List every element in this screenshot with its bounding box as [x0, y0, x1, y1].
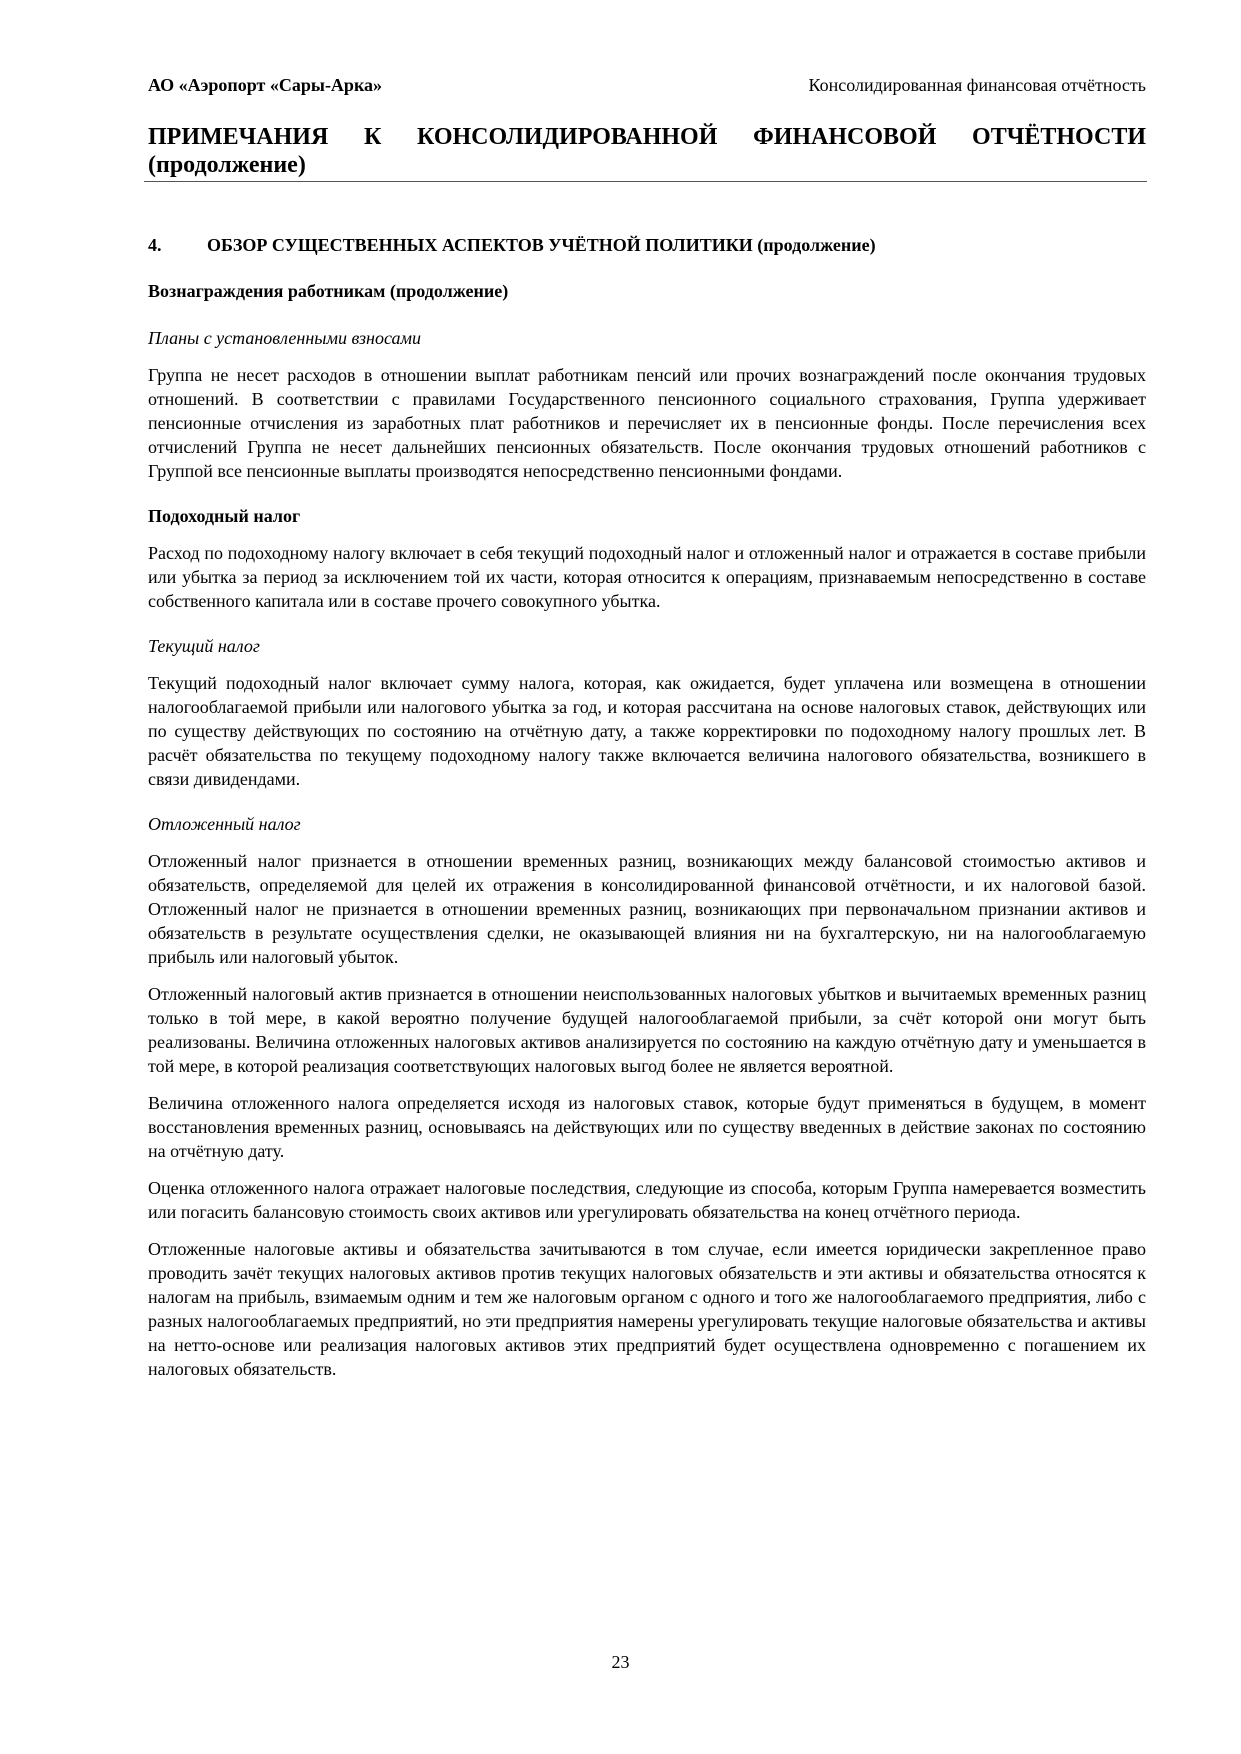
- deferred-tax-paragraph: Отложенные налоговые активы и обязательства зачитываются в том случае, если имеется юридически закрепленное право проводить зачёт текущих налоговых активов против текущих налоговых обязательств и эти активы и обязательства относятся к налогам на прибыль, взимаемым одним и тем же налоговым органом с одного и того же налогооблагаемого предприятия, либо с разных налогооблагаемых предприятий, но эти предприятия намерены урегулировать текущие налоговые обязательства и активы на нетто-основе или реализация налоговых активов этих предприятий будет осуществлена одновременно с погашением их налоговых обязательств.: [148, 1239, 1146, 1379]
- defined-contribution-paragraph: Группа не несет расходов в отношении выплат работникам пенсий или прочих вознаграждений после окончания трудовых отношений. В соответствии с правилами Государственного пенсионного социального страхования, Группа удерживает пенсионные отчисления из заработных плат работников и перечисляет их в пенсионные фонды. После перечисления всех отчислений Группа не несет дальнейших пенсионных обязательств. После окончания трудовых отношений работников с Группой все пенсионные выплаты производятся непосредственно пенсионными фондами.: [148, 365, 1146, 481]
- page-title-line-2: (продолжение): [148, 152, 306, 178]
- income-tax-heading: Подоходный налог: [148, 506, 301, 526]
- income-tax-paragraph: Расход по подоходному налогу включает в себя текущий подоходный налог и отложенный налог и отражается в составе прибыли или убытка за период за исключением той их части, которая относится к операциям, признаваемым непосредственно в составе собственного капитала или в составе прочего совокупного убытка.: [148, 543, 1146, 611]
- page-title-line-1: ПРИМЕЧАНИЯ К КОНСОЛИДИРОВАННОЙ ФИНАНСОВОЙ ОТЧЁТНОСТИ: [148, 124, 1146, 150]
- document-body: [148, 233, 1146, 1394]
- page-number: 23: [611, 1652, 630, 1672]
- defined-contribution-subheading: Планы с установленными взносами: [148, 328, 421, 348]
- header-company-name: АО «Аэропорт «Сары-Арка»: [148, 75, 383, 95]
- page-title: [148, 123, 1146, 179]
- deferred-tax-paragraph: Величина отложенного налога определяется исходя из налоговых ставок, которые будут применяться в будущем, в момент восстановления временных разниц, основываясь на действующих или по существу введенных в действие законах по состоянию на отчётную дату.: [148, 1093, 1146, 1161]
- deferred-tax-paragraph: Отложенный налоговый актив признается в отношении неиспользованных налоговых убытков и вычитаемых временных разниц только в той мере, в какой вероятно получение будущей налогооблагаемой прибыли, за счёт которой они могут быть реализованы. Величина отложенных налоговых активов анализируется по состоянию на каждую отчётную дату и уменьшается в той мере, в которой реализация соответствующих налоговых выгод более не является вероятной.: [148, 984, 1146, 1076]
- deferred-tax-paragraph: Отложенный налог признается в отношении временных разниц, возникающих между балансовой стоимостью активов и обязательств, определяемой для целей их отражения в консолидированной финансовой отчётности, и их налоговой базой. Отложенный налог не признается в отношении временных разниц, возникающих при первоначальном признании активов и обязательств в результате осуществления сделки, не оказывающей влияния ни на бухгалтерскую, ни на налогооблагаемую прибыль или налоговый убыток.: [148, 851, 1146, 967]
- current-tax-subheading: Текущий налог: [148, 636, 260, 656]
- title-divider: [144, 181, 1147, 182]
- deferred-tax-paragraph: Оценка отложенного налога отражает налоговые последствия, следующие из способа, которым Группа намеревается возместить или погасить балансовую стоимость своих активов или урегулировать обязательства на конец отчётного периода.: [148, 1178, 1146, 1222]
- section-title: ОБЗОР СУЩЕСТВЕННЫХ АСПЕКТОВ УЧЁТНОЙ ПОЛИТИКИ (продолжение): [207, 235, 876, 255]
- employee-benefits-heading: Вознаграждения работникам (продолжение): [148, 281, 509, 301]
- section-number: 4.: [148, 235, 162, 255]
- section-heading: [148, 233, 1146, 257]
- header-document-type: Консолидированная финансовая отчётность: [808, 75, 1146, 95]
- deferred-tax-subheading: Отложенный налог: [148, 814, 301, 834]
- current-tax-paragraph: Текущий подоходный налог включает сумму налога, которая, как ожидается, будет уплачена или возмещена в отношении налогооблагаемой прибыли или налогового убытка за год, и которая рассчитана на основе налоговых ставок, действующих или по существу действующих по состоянию на отчётную дату, а также корректировки по подоходному налогу прошлых лет. В расчёт обязательства по текущему подоходному налогу также включается величина налогового обязательства, возникшего в связи дивидендами.: [148, 673, 1146, 789]
